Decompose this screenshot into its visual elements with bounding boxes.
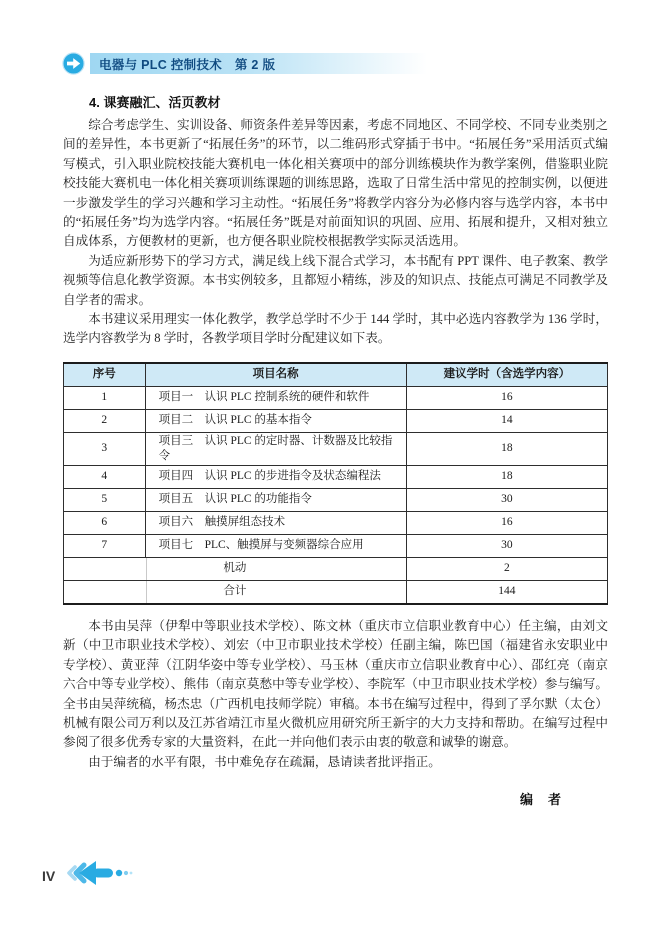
row-hours-cell: 16 [406,511,607,534]
table-row [64,511,608,534]
row-no-cell: 6 [64,511,146,534]
table-row [64,409,608,432]
row-no-cell: 3 [64,432,146,465]
row-hours-cell: 18 [406,465,607,488]
back-arrow-decoration-icon [65,857,133,894]
table-row [64,432,608,465]
row-hours-cell: 144 [406,580,607,604]
paragraph: 由于编者的水平有限，书中难免存在疏漏，恳请读者批评指正。 [88,754,441,769]
paragraph: 本书建议采用理实一体化教学，教学总学时不少于 144 学时，其中必选内容教学为 136 学时，选学内容教学为 8 学时，各教学项目学时分配建议如下表。 [63,312,608,346]
editor-signature: 编 者 [519,792,562,808]
header-hours: 建议学时（含选学内容） [406,363,607,387]
page-header [62,52,669,75]
table-row [64,534,608,557]
running-head [90,53,434,74]
row-no-cell: 2 [64,409,146,432]
header-no: 序号 [64,363,146,387]
row-hours-cell: 18 [406,432,607,465]
table-row [64,488,608,511]
row-name-cell: 项目七 PLC、触摸屏与变频器综合应用 [145,534,406,557]
table-row-reserve [64,557,608,580]
running-head-title: 电器与 PLC 控制技术 第 2 版 [99,57,276,72]
row-no-cell: 5 [64,488,146,511]
page-number: IV [42,867,56,884]
paragraph: 本书由吴萍（伊犁中等职业技术学校）、陈文林（重庆市立信职业教育中心）任主编，由刘文新（中卫市职业技术学校）、刘宏（中卫市职业技术学校）任副主编，陈巴国（福建省永安职业中专学校）、黄亚萍（江阴华姿中等专业学校）、马玉林（重庆市立信职业教育中心）、邵红亮（南京六合中等专业学校）、熊伟（南京莫愁中等专业学校）、李院军（中卫市职业技术学校）参与编写。全书由吴萍统稿，杨杰忠（广西机电技师学院）审稿。本书在编写过程中，得到了孚尔默（太仓）机械有限公司万利以及江苏省靖江市星火微机应用研究所王新宇的大力支持和帮助。在编写过程中参阅了很多优秀专家的大量资料，在此一并向他们表示由衷的敬意和诚挚的谢意。 [63,618,608,750]
header-name: 项目名称 [145,363,406,387]
row-hours-cell: 30 [406,534,607,557]
table-row [64,465,608,488]
table-row-total [64,580,608,604]
teaching-hours-table [63,362,608,605]
page-footer [42,857,133,894]
row-hours-cell: 14 [406,409,607,432]
row-name-cell: 项目六 触摸屏组态技术 [145,511,406,534]
row-name-cell: 项目四 认识 PLC 的步进指令及状态编程法 [145,465,406,488]
table-row [64,386,608,409]
row-no-cell: 4 [64,465,146,488]
row-hours-cell: 16 [406,386,607,409]
merged-label-cell: 合计 [64,580,407,604]
arrow-circle-icon [62,52,85,75]
page-content [63,93,608,808]
row-name-cell: 项目一 认识 PLC 控制系统的硬件和软件 [145,386,406,409]
merged-label-cell: 机动 [64,557,407,580]
row-name-cell: 项目五 认识 PLC 的功能指令 [145,488,406,511]
row-hours-cell: 2 [406,557,607,580]
paragraph: 综合考虑学生、实训设备、师资条件差异等因素，考虑不同地区、不同学校、不同专业类别之间的差异性，本书更新了“拓展任务”的环节，以二维码形式穿插于书中。“拓展任务”采用活页式编写模式，引入职业院校技能大赛机电一体化相关赛项中的部分训练模块作为教学案例，借鉴职业院校技能大赛机电一体化相关赛项训练课题的训练思路，选取了日常生活中常见的控制实例，以便进一步激发学生的学习兴趣和学习主动性。“拓展任务”将教学内容分为必修内容与选学内容，本书中的“拓展任务”均为选学内容。“拓展任务”既是对前面知识的巩固、应用、拓展和提升，又相对独立自成体系，方便教材的更新，也方便各职业院校根据教学实际灵活选用。 [63,118,608,249]
row-name-cell: 项目二 认识 PLC 的基本指令 [145,409,406,432]
row-name-cell: 项目三 认识 PLC 的定时器、计数器及比较指令 [145,432,406,465]
row-hours-cell: 30 [406,488,607,511]
table-header-row [64,363,608,387]
row-no-cell: 1 [64,386,146,409]
paragraph: 为适应新形势下的学习方式，满足线上线下混合式学习，本书配有 PPT 课件、电子教案、教学视频等信息化教学资源。本书实例较多，且都短小精练，涉及的知识点、技能点可满足不同教学及自学者的需求。 [63,253,608,307]
row-no-cell: 7 [64,534,146,557]
section-title: 4. 课赛融汇、活页教材 [89,95,221,110]
